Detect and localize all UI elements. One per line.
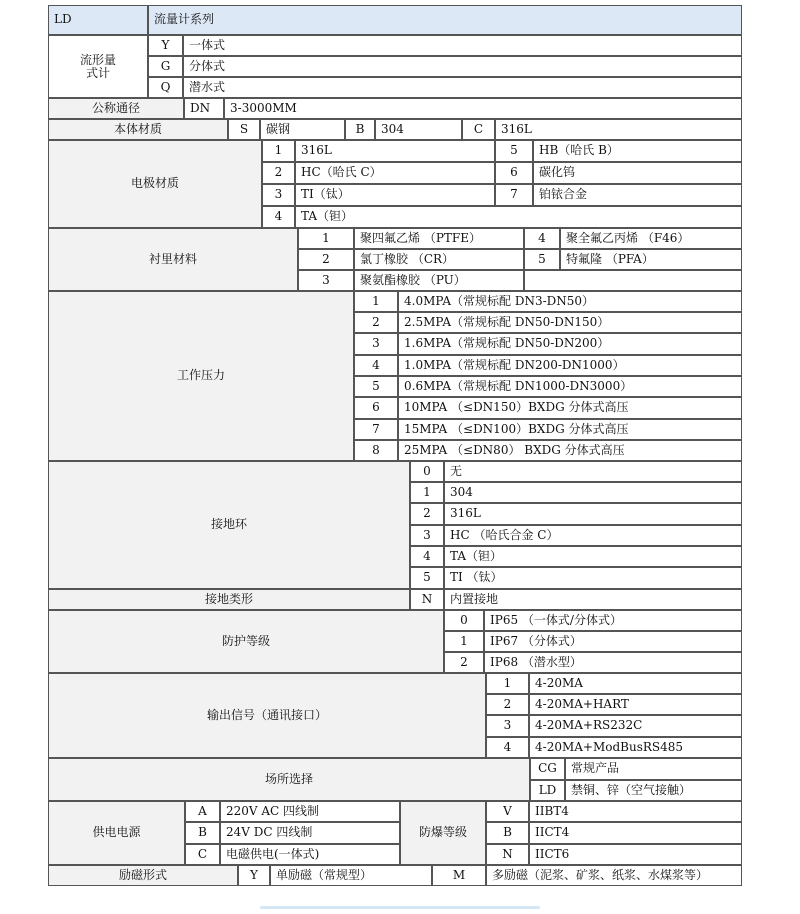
lining-text: 特氟隆 （PFA） [560,249,742,270]
explosion-text: IICT4 [529,822,742,844]
grounding-ring-code: 2 [410,503,444,525]
power-code: A [185,801,220,822]
electrode-code: 1 [262,140,295,162]
electrode-text: HC（哈氏 C） [295,162,495,184]
body-material-text: 304 [375,119,462,140]
protection-grade-label: 防护等级 [48,610,444,673]
lining-code: 5 [524,249,560,270]
output-code: 1 [486,673,529,694]
output-code: 3 [486,715,529,737]
protection-text: IP68 （潜水型） [484,652,742,673]
output-text: 4-20MA [529,673,742,694]
excitation-text: 单励磁（常规型） [270,865,432,886]
pressure-code: 7 [354,419,398,440]
lining-text: 氯丁橡胶 （CR） [354,249,524,270]
body-material-text: 316L [495,119,742,140]
electrode-material-label: 电极材质 [48,140,262,228]
site-text: 常规产品 [565,758,742,780]
pressure-code: 1 [354,291,398,312]
site-text: 禁铜、锌（空气接触） [565,780,742,801]
grounding-ring-code: 0 [410,461,444,482]
flow-form-code: Q [148,77,183,98]
lining-code: 1 [298,228,354,249]
nominal-diameter-code: DN [184,98,224,119]
grounding-ring-text: HC （哈氏合金 C） [444,525,742,546]
power-code: C [185,844,220,865]
pressure-text: 4.0MPA（常规标配 DN3-DN50） [398,291,742,312]
explosion-code: N [486,844,529,865]
pressure-code: 5 [354,376,398,397]
explosion-code: V [486,801,529,822]
protection-code: 0 [444,610,484,631]
lining-material-label: 衬里材料 [48,228,298,291]
grounding-ring-text: TA（钽） [444,546,742,567]
site-selection-label: 场所选择 [48,758,530,801]
grounding-ring-text: 304 [444,482,742,503]
pressure-code: 3 [354,333,398,355]
pressure-code: 4 [354,355,398,376]
nominal-diameter-value: 3-3000MM [224,98,742,119]
pressure-text: 2.5MPA（常规标配 DN50-DN150） [398,312,742,333]
flow-form-code: G [148,56,183,77]
electrode-code: 7 [495,184,533,206]
body-material-code: C [462,119,495,140]
electrode-text: HB（哈氏 B） [533,140,742,162]
grounding-ring-code: 1 [410,482,444,503]
explosion-code: B [486,822,529,844]
lining-text: 聚全氟乙丙烯 （F46） [560,228,742,249]
series-code: LD [48,5,148,35]
electrode-code: 3 [262,184,295,206]
lining-code: 3 [298,270,354,291]
lining-code: 2 [298,249,354,270]
electrode-text: TI（钛） [295,184,495,206]
electrode-code: 5 [495,140,533,162]
grounding-ring-text: TI （钛） [444,567,742,589]
output-signal-label: 输出信号（通讯接口） [48,673,486,758]
series-title: 流量计系列 [148,5,742,35]
explosion-text: IIBT4 [529,801,742,822]
grounding-type-text: 内置接地 [444,589,742,610]
explosion-proof-label: 防爆等级 [400,801,486,865]
pressure-code: 2 [354,312,398,333]
body-material-text: 碳钢 [260,119,345,140]
grounding-ring-label: 接地环 [48,461,410,589]
lining-empty-cell [524,270,742,291]
electrode-code: 2 [262,162,295,184]
protection-code: 1 [444,631,484,652]
site-code: CG [530,758,565,780]
grounding-type-code: N [410,589,444,610]
grounding-ring-text: 316L [444,503,742,525]
power-text: 24V DC 四线制 [220,822,400,844]
pressure-text: 1.6MPA（常规标配 DN50-DN200） [398,333,742,355]
pressure-text: 10MPA （≤DN150）BXDG 分体式高压 [398,397,742,419]
pressure-text: 1.0MPA（常规标配 DN200-DN1000） [398,355,742,376]
power-text: 220V AC 四线制 [220,801,400,822]
electrode-code: 4 [262,206,295,228]
protection-code: 2 [444,652,484,673]
pressure-text: 0.6MPA（常规标配 DN1000-DN3000） [398,376,742,397]
output-code: 2 [486,694,529,715]
electrode-text: TA（钽） [295,206,742,228]
grounding-ring-code: 4 [410,546,444,567]
power-text: 电磁供电(一体式) [220,844,400,865]
output-text: 4-20MA+ModBusRS485 [529,737,742,758]
excitation-code: Y [238,865,270,886]
grounding-ring-code: 3 [410,525,444,546]
flow-form-label: 流形量式计 [48,35,148,98]
pressure-text: 15MPA （≤DN100）BXDG 分体式高压 [398,419,742,440]
site-code: LD [530,780,565,801]
lining-text: 聚氨酯橡胶 （PU） [354,270,524,291]
flow-form-text: 潜水式 [183,77,742,98]
body-material-code: B [345,119,375,140]
flow-form-code: Y [148,35,183,56]
body-material-code: S [228,119,260,140]
bottom-accent-bar [260,906,540,909]
output-text: 4-20MA+HART [529,694,742,715]
excitation-label: 励磁形式 [48,865,238,886]
excitation-code: M [432,865,486,886]
pressure-code: 6 [354,397,398,419]
electrode-text: 316L [295,140,495,162]
pressure-code: 8 [354,440,398,461]
grounding-type-label: 接地类形 [48,589,410,610]
electrode-text: 铂铱合金 [533,184,742,206]
electrode-text: 碳化钨 [533,162,742,184]
grounding-ring-text: 无 [444,461,742,482]
explosion-text: IICT6 [529,844,742,865]
protection-text: IP67 （分体式） [484,631,742,652]
lining-code: 4 [524,228,560,249]
excitation-text: 多励磁（泥浆、矿浆、纸浆、水煤浆等） [486,865,742,886]
output-code: 4 [486,737,529,758]
power-supply-label: 供电电源 [48,801,185,865]
pressure-text: 25MPA （≤DN80） BXDG 分体式高压 [398,440,742,461]
working-pressure-label: 工作压力 [48,291,354,461]
power-code: B [185,822,220,844]
output-text: 4-20MA+RS232C [529,715,742,737]
nominal-diameter-label: 公称通径 [48,98,184,119]
grounding-ring-code: 5 [410,567,444,589]
flow-form-text: 分体式 [183,56,742,77]
body-material-label: 本体材质 [48,119,228,140]
lining-text: 聚四氟乙烯 （PTFE） [354,228,524,249]
protection-text: IP65 （一体式/分体式） [484,610,742,631]
flow-form-text: 一体式 [183,35,742,56]
electrode-code: 6 [495,162,533,184]
